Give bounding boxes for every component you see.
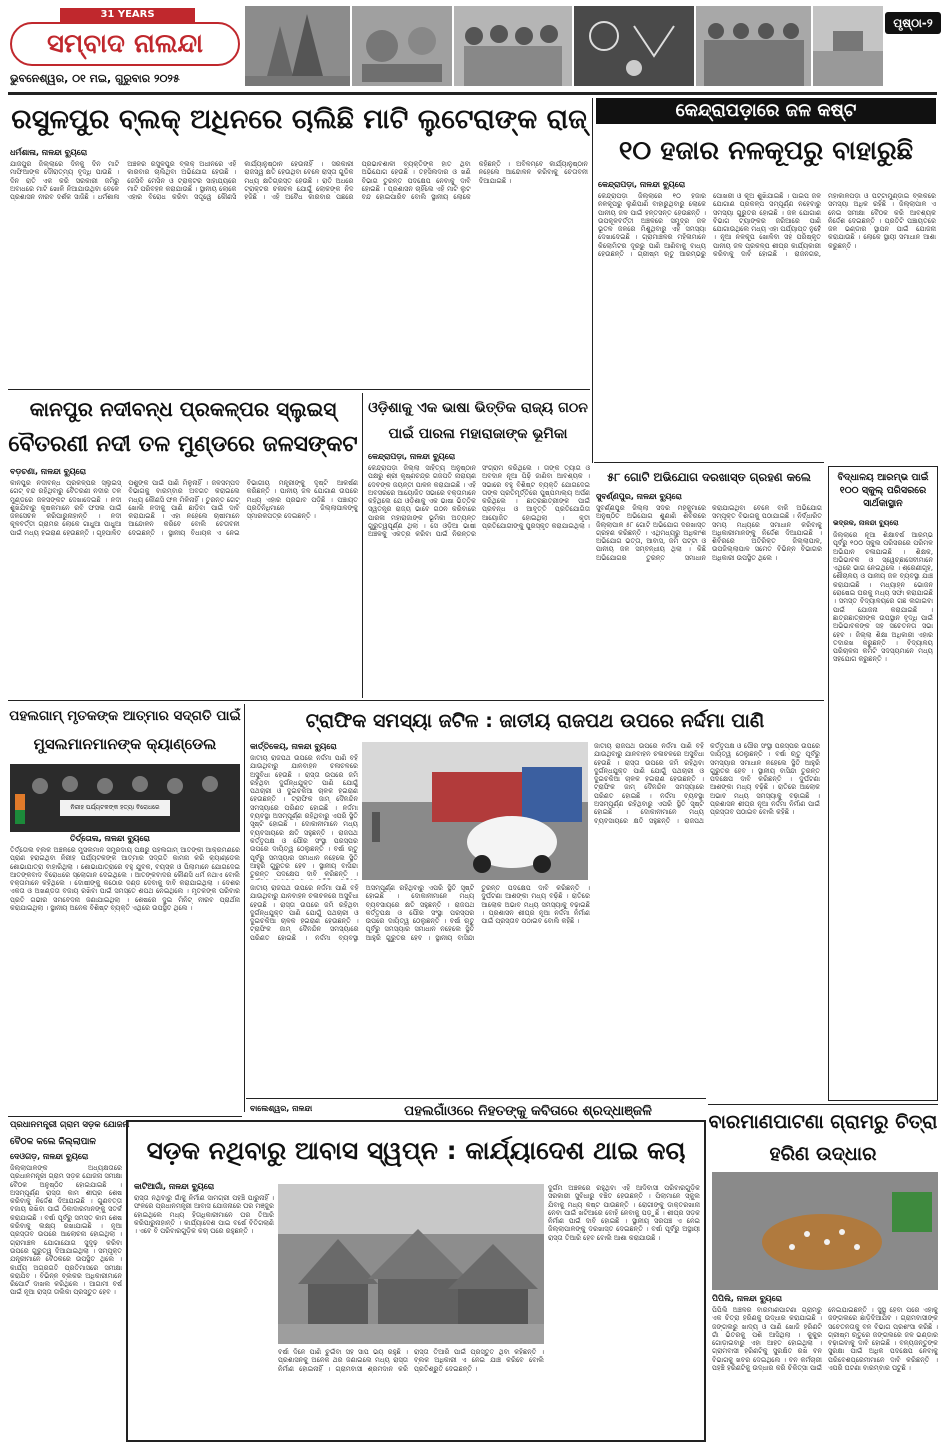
headline-kanpur-1: କାନପୁର ନଦୀବନ୍ଧ ପ୍ରକଳ୍ପର ସ୍ଲୁଇସ୍	[29, 397, 337, 421]
dateline-complaints: ସୁବର୍ଣ୍ଣପୁର, ନାଳନ୍ଦା ବ୍ୟୁରୋ	[596, 492, 682, 501]
kicker-kendrapada: କେନ୍ଦ୍ରାପଡ଼ାରେ ଜଳ କଷ୍ଟ	[596, 98, 936, 124]
headline-complaints: ୫୮ ଗୋଟି ଅଭିଯୋଗ ଦରଖାସ୍ତ ଗ୍ରହଣ କଲେ	[607, 470, 811, 484]
body-traffic-c: ଜାତୀୟ ରାଜପଥ ଉପରେ ନର୍ଦ୍ଦମା ପାଣି ବହି ଯାଉଥିବାରୁ ଯାନବାହନ ଚଳାଚଳରେ ଅସୁବିଧା ହେଉଛି । ରାସ୍ତା ଉପରେ ଜମି ରହିଥିବା ଦୁର୍ଗନ୍ଧଯୁକ୍ତ ପାଣି ଯୋଗୁଁ ପଥଚାରୀ ଓ ଦୁଇଚକିଆ ଚାଳକ ହଇରାଣ ହେଉଛନ୍ତି । ଟ୍ରାଫିକ ଜାମ୍ ଦୈନନ୍ଦିନ ସମସ୍ୟାରେ ପରିଣତ ହୋଇଛି । ନର୍ଦ୍ଦମା ବ୍ୟବସ୍ଥା ଅସମ୍ପୂର୍ଣ୍ଣ ରହିଥିବାରୁ ଏପରି ସ୍ଥିତି ସୃଷ୍ଟି ହୋଇଛି । ଦୋକାନୀମାନେ ମଧ୍ୟ ବ୍ୟବସାୟରେ କ୍ଷତି ସହୁଛନ୍ତି । ରାଜପଥ କର୍ତ୍ତୃପକ୍ଷ ଓ ପୌର ସଂସ୍ଥା ପରସ୍ପର ଉପରେ ଦାୟିତ୍ୱ ଠେଲୁଛନ୍ତି । ବର୍ଷା ଋତୁ ପୂର୍ବରୁ ସମସ୍ୟାର ସମାଧାନ ନହେଲେ ସ୍ଥିତି ଆହୁରି ଗୁରୁତର ହେବ । ସ୍ଥାନୀୟ ବାସିନ୍ଦା ତୁରନ୍ତ ପଦକ୍ଷେପ ଦାବି କରିଛନ୍ତି । ଦୁର୍ଘଟଣା ଆଶଙ୍କା ମଧ୍ୟ ବଢ଼ିଛି । ରାତିରେ ଆଲୋକ ଅଭାବ ମଧ୍ୟ ସମସ୍ୟାକୁ ବଢ଼ାଇଛି । ପ୍ରଶାସନ ଶୀଘ୍ର ନୂଆ ନର୍ଦ୍ଦମା ନିର୍ମାଣ ପାଇଁ ପ୍ରସ୍ତାବ ପଠାଇବ ବୋଲି କହିଛି ।	[250, 884, 590, 942]
masthead-photo-lake	[813, 6, 883, 86]
masthead-photo-temple	[245, 6, 350, 86]
body-side-box: ଜିଲ୍ଲାରେ ନୂଆ ଶିକ୍ଷାବର୍ଷ ଆରମ୍ଭ ପୂର୍ବରୁ ୧୦୦ ସ୍କୁଲ ପରିସରରେ ପରିମଳ ଅଭିଯାନ ଚଳାଯାଇଛି । ଶିକ୍ଷକ, ଅଭିଭାବକ ଓ ସ୍ୱେଚ୍ଛାସେବୀମାନେ ଏଥିରେ ଭାଗ ନେଇଥିଲେ । ଶ୍ରେଣୀଗୃହ, ଶୌଚାଳୟ ଓ ପାନୀୟ ଜଳ ବ୍ୟବସ୍ଥା ଯାଞ୍ଚ କରାଯାଇଛି । ମଧ୍ୟାହ୍ନ ଭୋଜନ ରୋଷେଇ ଘରକୁ ମଧ୍ୟ ସଫା କରାଯାଇଛି । ସମସ୍ତ ବିଦ୍ୟାଳୟରେ ଗଛ ଲଗାଇବା ପାଇଁ ଯୋଜନା କରାଯାଇଛି । ଛାତ୍ରଛାତ୍ରୀଙ୍କ ଉପସ୍ଥାନ ବୃଦ୍ଧି ପାଇଁ ଅଭିଭାବକଙ୍କ ସହ ସଚେତନତା ସଭା ହେବ । ଜିଲ୍ଲା ଶିକ୍ଷା ଅଧିକାରୀ ଏହାର ତଦାରଖ କରୁଛନ୍ତି । ବିଦ୍ୟାଳୟ ପରିଚାଳନା କମିଟି ସଦସ୍ୟମାନେ ମଧ୍ୟ ସହଯୋଗ କରୁଛନ୍ତି ।	[833, 531, 933, 664]
dateline-odisha: କେନ୍ଦ୍ରାପଡ଼ା, ନାଳନ୍ଦା ବ୍ୟୁରୋ	[368, 452, 456, 461]
highway-traffic-image	[362, 742, 588, 880]
masthead-photo-women	[696, 6, 811, 86]
dateline-traffic: କାର୍ତ୍ତିକେୟ, ନାଳନ୍ଦା ବ୍ୟୁରୋ	[250, 742, 337, 751]
tag-pmgsy: ପ୍ରଧାନମନ୍ତ୍ରୀ ଗ୍ରାମ ସଡ଼କ ଯୋଜନା	[10, 1120, 130, 1130]
headline-rasulpur: ରସୁଳପୁର ବ୍ଲକ୍ ଅଧିନରେ ଚାଲିଛି ମାଟି ଲୁଟେରାଙ୍କ ରାଜ୍	[11, 104, 587, 135]
headline-traffic: ଟ୍ରାଫିକ ସମସ୍ୟା ଜଟିଳ : ଜାତୀୟ ରାଜପଥ ଉପରେ ନର୍ଦ୍ଦମା ପାଣି	[305, 710, 765, 732]
body-kanpur: କାନପୁର ନଦୀବନ୍ଧ ପ୍ରକଳ୍ପର ସ୍ଲୁଇସ୍ ଗେଟ୍ ବନ୍ଦ ରହିଥିବାରୁ ବୈତରଣୀ ନଦୀର ତଳ ମୁଣ୍ଡରେ ଜଳସଙ୍କଟ ଦେଖାଦେଇଛି । ନଦୀ ଶୁଖିଯିବାରୁ କୃଷକମାନେ ରବି ଫସଲ ପାଇଁ ଜଳସେଚନ କରିପାରୁନାହାନ୍ତି । ନଦୀ କୂଳବର୍ତ୍ତୀ ଗ୍ରାମର ଲୋକେ ଗାଧୁଆ ପାଧୁଆ ପାଇଁ ମଧ୍ୟ ହଇରାଣ ହେଉଛନ୍ତି । ଗୃହପାଳିତ ପଶୁଙ୍କ ପାଇଁ ପାଣି ମିଳୁନାହିଁ । ଜଳସମ୍ପଦ ବିଭାଗକୁ ବାରମ୍ବାର ଅବଗତ କରାଇଲେ ମଧ୍ୟ କୌଣସି ଫଳ ମିଳିନାହିଁ । ତୁରନ୍ତ ଗେଟ୍ ଖୋଲି ନଦୀକୁ ପାଣି ଛାଡ଼ିବା ପାଇଁ ଦାବି କରାଯାଇଛି । ଏହା ନହେଲେ ଚାଷୀମାନେ ଆନ୍ଦୋଳନ କରିବେ ବୋଲି ଚେତାବନୀ ଦେଇଛନ୍ତି । ସ୍ଥାନୀୟ ବିଧାୟକ ଏ ନେଇ ବିଭାଗୀୟ ମନ୍ତ୍ରୀଙ୍କୁ ଦୃଷ୍ଟି ଆକର୍ଷଣ କରିଛନ୍ତି । ପାନୀୟ ଜଳ ଯୋଗାଣ ଉପରେ ମଧ୍ୟ ଏହାର ପ୍ରଭାବ ପଡ଼ିଛି । ପଞ୍ଚାୟତ ପ୍ରତିନିଧିମାନେ ଜିଲ୍ଲାପାଳଙ୍କୁ ସ୍ମାରକପତ୍ର ଦେଇଛନ୍ତି ।	[10, 479, 358, 537]
thatched-huts-image	[278, 1184, 544, 1344]
photo-highway	[362, 742, 588, 880]
headline-kendrapada: ୧୦ ହଜାର ନଳକୂପରୁ ବାହାରୁଛି	[618, 136, 914, 166]
newspaper-logo: ସମ୍ବାଦ ନାଲନ୍ଦା	[10, 22, 240, 66]
headline-odisha-2: ପାଇଁ ପାରଳା ମହାରାଜାଙ୍କ ଭୂମିକା	[388, 426, 568, 442]
body-awas-left: ରାସ୍ତା ନଥିବାରୁ ଗାଁକୁ ନିର୍ମାଣ ସାମଗ୍ରୀ ପହଞ୍ଚି ପାରୁନାହିଁ । ଫଳରେ ପ୍ରଧାନମନ୍ତ୍ରୀ ଆବାସ ଯୋଜନାରେ ଘର ମଞ୍ଜୁର ହୋଇଥିଲେ ମଧ୍ୟ ହିତାଧିକାରୀମାନେ ଘର ତିଆରି କରିପାରୁନାହାନ୍ତି । କାର୍ଯ୍ୟାଦେଶ ପାଇ ବର୍ଷେ ବିତିଗଲାଣି । ଏବେ ବି ପରିବାରଗୁଡ଼ିକ କଚା ଘରେ ରହୁଛନ୍ତି ।	[134, 1194, 274, 1236]
dateline-poem: ବାଲେଶ୍ୱର, ନାଳନ୍ଦା	[250, 1104, 313, 1113]
dateline-rasulpur: ଧର୍ମଶାଳା, ନାଳନ୍ଦା ବ୍ୟୁରୋ	[10, 148, 88, 157]
page-number: ପୃଷ୍ଠା-୨	[885, 12, 941, 34]
headline-pahalgam-2: ମୁସଲମାନମାନଙ୍କ କ୍ୟାଣ୍ଡେଲ	[33, 735, 217, 753]
dateline-kendrapada: କେନ୍ଦ୍ରାପଡ଼ା, ନାଳନ୍ଦା ବ୍ୟୁରୋ	[598, 180, 686, 189]
masthead-rule	[8, 92, 937, 95]
masthead-photo-children	[454, 6, 572, 86]
body-awas-mid: ବର୍ଷା ଦିନେ ପାଣି ଚୁଇଁବା ସହ ସାପ ଭୟ ରହୁଛି । ପ୍ରଶାସନକୁ ଅନେକ ଥର ଜଣାଇଲେ ମଧ୍ୟ ରାସ୍ତା ନିର୍ମାଣ ହୋଇନାହିଁ । ଗ୍ରାମବାସୀ ଶ୍ରମଦାନ କରି ରାସ୍ତା ତିଆରି ପାଇଁ ପ୍ରସ୍ତୁତ ଥିବା କହିଛନ୍ତି । ବ୍ଲକ ଅଧିକାରୀ ଏ ନେଇ ଯାଞ୍ଚ କରିବେ ବୋଲି ପ୍ରତିଶ୍ରୁତି ଦେଇଛନ୍ତି ।	[278, 1348, 544, 1373]
masthead-photo-art	[574, 6, 694, 86]
body-rasulpur: ଯାଜପୁର ଜିଲ୍ଲାରେ ଦିନକୁ ଦିନ ମାଟି ମାଫିଆଙ୍କ ଦୌରାତ୍ମ୍ୟ ବୃଦ୍ଧି ପାଉଛି । ଦିନ ରାତି ଏକ କରି ସରକାରୀ ଜମିରୁ ଅବାଧରେ ମାଟି ଖୋଳି ନିଆଯାଉଥିବା ବେଳେ ପ୍ରଶାସନ ନୀରବ ଦର୍ଶକ ସାଜିଛି । ଧର୍ମଶାଳା ଅଞ୍ଚଳର ରସୁଳପୁର ବ୍ଲକ୍ ଅଧୀନରେ ଏହି କାରବାର ଚାଲିଥିବା ଅଭିଯୋଗ ହେଉଛି । ଜେସିବି ମେସିନ ଓ ଟ୍ରାକ୍ଟର ସାହାଯ୍ୟରେ ମାଟି ପରିବହନ କରାଯାଉଛି । ସ୍ଥାନୀୟ ଲୋକେ ଏହାର ବିରୋଧ କରିବା ସତ୍ତ୍ୱେ କୌଣସି କାର୍ଯ୍ୟାନୁଷ୍ଠାନ ହେଉନାହିଁ । ସରକାରୀ ରାଜସ୍ୱ କ୍ଷତି ହେଉଥିବା ବେଳେ ରାସ୍ତା ଗୁଡିକ ମଧ୍ୟ କ୍ଷତିଗ୍ରସ୍ତ ହେଉଛି । ରାତି ଅଧରେ ଟ୍ରାକ୍ଟର ଚଳାଚଳ ଯୋଗୁଁ ଲୋକଙ୍କ ନିଦ ହଜିଛି । ଏହି ଅବୈଧ କାରବାର ପଛରେ ପ୍ରଭାବଶାଳୀ ବ୍ୟକ୍ତିଙ୍କ ହାତ ଥିବା ଅଭିଯୋଗ ହେଉଛି । ତହସିଲଦାର ଓ ଖଣି ବିଭାଗ ତୁରନ୍ତ ପଦକ୍ଷେପ ନେବାକୁ ଦାବି ହୋଇଛି । ପ୍ରଶାସନ ଚାହିଁଲେ ଏହି ମାଟି ଲୁଟ ବନ୍ଦ ହୋଇପାରିବ ବୋଲି ସ୍ଥାନୀୟ ଲୋକେ କହିଛନ୍ତି । ଅବିଳମ୍ବେ କାର୍ଯ୍ୟାନୁଷ୍ଠାନ ନହେଲେ ଆନ୍ଦୋଳନ କରିବାକୁ ଚେତାବନୀ ଦିଆଯାଇଛି ।	[10, 160, 588, 202]
body-odisha: କେନ୍ଦ୍ରାପଡ଼ା ଜିଲ୍ଲା ସାହିତ୍ୟ ଅନୁଷ୍ଠାନ ପକ୍ଷରୁ ଶ୍ରୀ କୃଷ୍ଣଚନ୍ଦ୍ର ଗଜପତି ନାରାୟଣ ଦେବଙ୍କ ଜୟନ୍ତୀ ପାଳନ କରାଯାଇଛି । ଏହି ଅବସରରେ ଆୟୋଜିତ ସଭାରେ ବକ୍ତାମାନେ କହିଥିଲେ ଯେ ଓଡ଼ିଶାକୁ ଏକ ଭାଷା ଭିତ୍ତିକ ସ୍ୱତନ୍ତ୍ର ରାଜ୍ୟ ଭାବେ ଗଠନ କରିବାରେ ପାରଳା ମହାରାଜାଙ୍କ ଭୂମିକା ଅତ୍ୟନ୍ତ ଗୁରୁତ୍ୱପୂର୍ଣ୍ଣ ଥିଲା । ସେ ଓଡ଼ିଆ ଭାଷୀ ଅଞ୍ଚଳକୁ ଏକତ୍ର କରିବା ପାଇଁ ନିରନ୍ତର ସଂଗ୍ରାମ କରିଥିଲେ । ତାଙ୍କ ତ୍ୟାଗ ଓ ଅବଦାନ ନୂଆ ପିଢ଼ି ଜାଣିବା ଆବଶ୍ୟକ । ସଭାରେ ବହୁ ବିଶିଷ୍ଟ ବ୍ୟକ୍ତି ଯୋଗଦେଇ ତାଙ୍କ ପ୍ରତିମୂର୍ତ୍ତିରେ ପୁଷ୍ପମାଲ୍ୟ ଅର୍ପଣ କରିଥିଲେ । ଛାତ୍ରଛାତ୍ରୀଙ୍କ ପାଇଁ ପ୍ରବନ୍ଧ ଓ ଆବୃତ୍ତି ପ୍ରତିଯୋଗିତା ଆୟୋଜିତ ହୋଇଥିଲା । କୃତୀ ପ୍ରତିଯୋଗୀଙ୍କୁ ପୁରସ୍କୃତ କରାଯାଇଥିଲା ।	[368, 464, 590, 539]
headline-pmgsy: ବୈଠକ କଲେ ଜିଲ୍ଲାପାଳ	[10, 1137, 96, 1147]
box-awas	[126, 1120, 706, 1442]
photo-candle-march	[10, 764, 240, 832]
dateline-kanpur: ବଡ଼ଚଣା, ନାଳନ୍ଦା ବ୍ୟୁରୋ	[10, 467, 87, 476]
headline-odisha-1: ଓଡ଼ିଶାକୁ ଏକ ଭାଷା ଭିତ୍ତିକ ରାଜ୍ୟ ଗଠନ	[368, 400, 588, 416]
masthead-dateline: ଭୁବନେଶ୍ୱର, ୦୧ ମଇ, ଗୁରୁବାର ୨୦୨୫	[10, 72, 180, 85]
headline-poem: ପହଲଗାଁଓରେ ନିହତଙ୍କୁ କବିତାରେ ଶ୍ରଦ୍ଧାଞ୍ଜଳି	[404, 1103, 652, 1119]
headline-kanpur-2: ବୈତରଣୀ ନଦୀ ତଳ ମୁଣ୍ଡରେ ଜଳସଙ୍କଟ	[8, 432, 358, 457]
body-awas-right: ଦୁର୍ଗମ ଅଞ୍ଚଳରେ ରହୁଥିବା ଏହି ଆଦିବାସୀ ପରିବାରଗୁଡ଼ିକ ସରକାରୀ ସୁବିଧାରୁ ବଞ୍ଚିତ ହେଉଛନ୍ତି । ପିଲାମାନେ ସ୍କୁଲ ଯିବାକୁ ମଧ୍ୟ କଷ୍ଟ ପାଉଛନ୍ତି । ରୋଗୀଙ୍କୁ ଡାକ୍ତରଖାନା ନେବା ପାଇଁ ଖଟିଆରେ ବୋହି ନେବାକୁ ପଡ଼ୁଛି । ଶୀଘ୍ର ସଡ଼କ ନିର୍ମାଣ ପାଇଁ ଦାବି ହୋଇଛି । ସ୍ଥାନୀୟ ସରପଞ୍ଚ ଏ ନେଇ ଜିଲ୍ଲାପାଳଙ୍କୁ ଦରଖାସ୍ତ ଦେଇଛନ୍ତି । ବର୍ଷା ପୂର୍ବରୁ ଅସ୍ଥାୟୀ ରାସ୍ତା ତିଆରି ହେବ ବୋଲି ଆଶା କରାଯାଉଛି ।	[548, 1184, 700, 1242]
body-kendrapada: କେନ୍ଦ୍ରାପଡ଼ା ଜିଲ୍ଲାରେ ୧୦ ହଜାର ନଳକୂପରୁ ଲୁଣିପାଣି ବାହାରୁଥିବାରୁ ଲୋକେ ପାନୀୟ ଜଳ ପାଇଁ ହନ୍ତସନ୍ତ ହେଉଛନ୍ତି । ଉପକୂଳବର୍ତ୍ତୀ ଅଞ୍ଚଳରେ ସମୁଦ୍ର ଜଳ ଭୂତଳ ଜଳରେ ମିଶୁଥିବାରୁ ଏହି ସମସ୍ୟା ଦେଖାଦେଇଛି । ଗ୍ରାମାଞ୍ଚଳର ମହିଳାମାନେ କିଲୋମିଟର ଦୂରରୁ ପାଣି ଆଣିବାକୁ ବାଧ୍ୟ ହେଉଛନ୍ତି । ଗ୍ରୀଷ୍ମ ଋତୁ ଆରମ୍ଭରୁ ପୋଖରୀ ଓ କୂଅ ଶୁଖିଯାଇଛି । ପାଇପ ଜଳ ଯୋଗାଣ ପ୍ରକଳ୍ପ ସମ୍ପୂର୍ଣ୍ଣ ନହେବାରୁ ସମସ୍ୟା ଗୁରୁତର ହୋଇଛି । ଜଳ ଯୋଗାଣ ବିଭାଗ ଟ୍ୟାଙ୍କର ଜରିଆରେ ପାଣି ଯୋଗାଉଥିଲେ ମଧ୍ୟ ଏହା ପର୍ଯ୍ୟାପ୍ତ ନୁହେଁ । ନୂଆ ନଳକୂପ ଖୋଳିବା ସହ ପରିଷ୍କୃତ ପାନୀୟ ଜଳ ପ୍ରକଳ୍ପ ଶୀଘ୍ର କାର୍ଯ୍ୟକାରୀ କରିବାକୁ ଦାବି ହୋଇଛି । ରାଜନଗର, ମହାକାଳପଡ଼ା ଓ ପଟ୍ଟାମୁଣ୍ଡାଇ ବ୍ଲକରେ ସମସ୍ୟା ଅଧିକ ରହିଛି । ଜିଲ୍ଲାପାଳ ଏ ନେଇ ସମୀକ୍ଷା ବୈଠକ କରି ଆବଶ୍ୟକ ନିର୍ଦ୍ଦେଶ ଦେଇଛନ୍ତି । ପ୍ରତିଟି ପଞ୍ଚାୟତରେ ଜଳ ଭଣ୍ଡାର ସ୍ଥାପନ ପାଇଁ ଯୋଜନା କରାଯାଉଛି । ଲୋକେ ସ୍ଥାୟୀ ସମାଧାନ ଆଶା କରୁଛନ୍ତି ।	[598, 192, 936, 259]
banner-text: ନିରୀହ ପର୍ଯ୍ୟଟକଙ୍କ ହତ୍ୟା ବିରୋଧରେ	[70, 804, 160, 811]
photo-huts	[278, 1184, 544, 1344]
dateline-pmgsy: ଦେଓଗଡ଼, ନାଳନ୍ଦା ବ୍ୟୁରୋ	[10, 1152, 89, 1161]
temple-icon	[245, 6, 350, 86]
dateline-deer: ପିପିଲି, ନାଳନ୍ଦା ବ୍ୟୁରୋ	[712, 1294, 783, 1303]
body-deer: ପିପିଲି ଅଞ୍ଚଳର ବାରମାଣପାଟଣା ଗ୍ରାମରୁ ଏକ ଚିତ୍ରା ହରିଣକୁ ଉଦ୍ଧାର କରାଯାଇଛି । ଜଙ୍ଗଲରୁ ଖାଦ୍ୟ ଓ ପାଣି ଖୋଜି ହରିଣଟି ଗାଁ ଭିତରକୁ ପଶି ଆସିଥିଲା । କୁକୁର ଗୋଡ଼ାଇବାରୁ ଏହା ଆହତ ହୋଇଥିଲା । ଗ୍ରାମବାସୀ ହରିଣଟିକୁ ସୁରକ୍ଷିତ ରଖି ବନ ବିଭାଗକୁ ଖବର ଦେଇଥିଲେ । ବନ କର୍ମଚାରୀ ପହଞ୍ଚି ହରିଣଟିକୁ ଉଦ୍ଧାର କରି ଚିକିତ୍ସା ପାଇଁ ନେଇଯାଇଛନ୍ତି । ସୁସ୍ଥ ହେବା ପରେ ଏହାକୁ ଜଙ୍ଗଲରେ ଛାଡ଼ିଦିଆଯିବ । ଗ୍ରାମବାସୀଙ୍କ ସଚେତନତାକୁ ବନ ବିଭାଗ ପ୍ରଶଂସା କରିଛି । ଗ୍ରୀଷ୍ମ ଋତୁରେ ଜଙ୍ଗଲରେ ଜଳ ଭଣ୍ଡାର ବଢ଼ାଇବାକୁ ଦାବି ହୋଇଛି । ବନ୍ୟଜନ୍ତୁଙ୍କ ସୁରକ୍ଷା ପାଇଁ ଅଧିକ ପଦକ୍ଷେପ ନେବାକୁ ପରିବେଶପ୍ରେମୀମାନେ ଦାବି କରିଛନ୍ତି । ଏପରି ଘଟଣା ବାରମ୍ବାର ଘଟୁଛି ।	[712, 1306, 938, 1373]
headline-awas: ସଡ଼କ ନଥିବାରୁ ଆବାସ ସ୍ୱପ୍ନ : କାର୍ଯ୍ୟାଦେଶ ଥାଇ କଚା	[146, 1136, 686, 1165]
headline-deer: ବାରମାଣପାଟଣା ଗ୍ରାମରୁ ଚିତ୍ରା ହରିଣ ଉଦ୍ଧାର	[708, 1111, 938, 1165]
column-rule-right	[592, 98, 593, 463]
spotted-deer-image	[712, 1172, 938, 1290]
dateline-side-box: ଭଦ୍ରକ, ନାଳନ୍ଦା ବ୍ୟୁରୋ	[833, 519, 899, 527]
side-box-school	[828, 466, 938, 1101]
body-traffic-b: ଜାତୀୟ ରାଜପଥ ଉପରେ ନର୍ଦ୍ଦମା ପାଣି ବହି ଯାଉଥିବାରୁ ଯାନବାହନ ଚଳାଚଳରେ ଅସୁବିଧା ହେଉଛି । ରାସ୍ତା ଉପରେ ଜମି ରହିଥିବା ଦୁର୍ଗନ୍ଧଯୁକ୍ତ ପାଣି ଯୋଗୁଁ ପଥଚାରୀ ଓ ଦୁଇଚକିଆ ଚାଳକ ହଇରାଣ ହେଉଛନ୍ତି । ଟ୍ରାଫିକ ଜାମ୍ ଦୈନନ୍ଦିନ ସମସ୍ୟାରେ ପରିଣତ ହୋଇଛି । ନର୍ଦ୍ଦମା ବ୍ୟବସ୍ଥା ଅସମ୍ପୂର୍ଣ୍ଣ ରହିଥିବାରୁ ଏପରି ସ୍ଥିତି ସୃଷ୍ଟି ହୋଇଛି । ଦୋକାନୀମାନେ ମଧ୍ୟ ବ୍ୟବସାୟରେ କ୍ଷତି ସହୁଛନ୍ତି । ରାଜପଥ କର୍ତ୍ତୃପକ୍ଷ ଓ ପୌର ସଂସ୍ଥା ପରସ୍ପର ଉପରେ ଦାୟିତ୍ୱ ଠେଲୁଛନ୍ତି । ବର୍ଷା ଋତୁ ପୂର୍ବରୁ ସମସ୍ୟାର ସମାଧାନ ନହେଲେ ସ୍ଥିତି ଆହୁରି ଗୁରୁତର ହେବ । ସ୍ଥାନୀୟ ବାସିନ୍ଦା ତୁରନ୍ତ ପଦକ୍ଷେପ ଦାବି କରିଛନ୍ତି । ଦୁର୍ଘଟଣା ଆଶଙ୍କା ମଧ୍ୟ ବଢ଼ିଛି । ରାତିରେ ଆଲୋକ ଅଭାବ ମଧ୍ୟ ସମସ୍ୟାକୁ ବଢ଼ାଇଛି । ପ୍ରଶାସନ ଶୀଘ୍ର ନୂଆ ନର୍ଦ୍ଦମା ନିର୍ମାଣ ପାଇଁ ପ୍ରସ୍ତାବ ପଠାଇବ ବୋଲି କହିଛି ।	[594, 742, 820, 825]
candle-march-image	[10, 764, 240, 832]
dateline-awas: କାଟିଆଗାଁ, ନାଳନ୍ଦା ବ୍ୟୁରୋ	[134, 1182, 215, 1191]
body-pmgsy: ଜିଲ୍ଲାପାଳଙ୍କ ଅଧ୍ୟକ୍ଷତାରେ ପ୍ରଧାନମନ୍ତ୍ରୀ ଗ୍ରାମ ସଡ଼କ ଯୋଜନା ସମୀକ୍ଷା ବୈଠକ ଅନୁଷ୍ଠିତ ହୋଇଯାଇଛି । ଅସମ୍ପୂର୍ଣ୍ଣ ରାସ୍ତା କାମ ଶୀଘ୍ର ଶେଷ କରିବାକୁ ନିର୍ଦ୍ଦେଶ ଦିଆଯାଇଛି । ଗୁଣବତ୍ତା ବଜାୟ ରଖିବା ପାଇଁ ଠିକାଦାରମାନଙ୍କୁ ସତର୍କ କରାଯାଇଛି । ବର୍ଷା ପୂର୍ବରୁ ସମସ୍ତ କାମ ଶେଷ କରିବାକୁ ଲକ୍ଷ୍ୟ ରଖାଯାଇଛି । ନୂଆ ପ୍ରସ୍ତାବ ଉପରେ ଆଲୋଚନା ହୋଇଥିଲା । ଗ୍ରାମାଞ୍ଚଳ ଯୋଗାଯୋଗ ସୁଦୃଢ଼ କରିବା ଉପରେ ଗୁରୁତ୍ୱ ଦିଆଯାଇଥିଲା । ସମ୍ପୃକ୍ତ ଯନ୍ତ୍ରୀମାନେ ବୈଠକରେ ଉପସ୍ଥିତ ଥିଲେ । କାର୍ଯ୍ୟ ଅଗ୍ରଗତି ପ୍ରତିମାସରେ ସମୀକ୍ଷା କରାଯିବ । ବିଭିନ୍ନ ବ୍ଲକର ଅଧିକାରୀମାନେ ରିପୋର୍ଟ ଦାଖଲ କରିଥିଲେ । ଆଗାମୀ ବର୍ଷ ପାଇଁ ନୂଆ ରାସ୍ତା ତାଲିକା ପ୍ରସ୍ତୁତ ହେବ ।	[10, 1164, 122, 1297]
headline-pahalgam-1: ପହଲଗାମ୍ ମୃତକଙ୍କ ଆତ୍ମାର ସଦ୍‌ଗତି ପାଇଁ	[9, 708, 241, 724]
masthead-photo-craft	[352, 6, 452, 86]
years-ribbon: 31 YEARS	[60, 8, 195, 22]
masthead	[0, 0, 945, 95]
body-complaints: ସୁବର୍ଣ୍ଣପୁର ଜିଲ୍ଲା ସଦର ମହକୁମାରେ ଅନୁଷ୍ଠିତ ଅଭିଯୋଗ ଶୁଣାଣି ଶିବିରରେ ଜିଲ୍ଲାପାଳ ୫୮ ଗୋଟି ଅଭିଯୋଗ ଦରଖାସ୍ତ ଗ୍ରହଣ କରିଛନ୍ତି । ଏଥିମଧ୍ୟରୁ ଅଧିକାଂଶ ଅଭିଯୋଗ ଭତ୍ତା, ଆବାସ, ଜମି ପଟ୍ଟା ଓ ପାନୀୟ ଜଳ ସମ୍ବନ୍ଧୀୟ ଥିଲା । କିଛି ଅଭିଯୋଗର ତୁରନ୍ତ ସମାଧାନ କରାଯାଇଥିବା ବେଳେ ବାକି ଅଭିଯୋଗ ସମ୍ପୃକ୍ତ ବିଭାଗକୁ ପଠାଯାଇଛି । ନିର୍ଦ୍ଧାରିତ ସମୟ ମଧ୍ୟରେ ସମାଧାନ କରିବାକୁ ଅଧିକାରୀମାନଙ୍କୁ ନିର୍ଦ୍ଦେଶ ଦିଆଯାଇଛି । ଶିବିରରେ ଅତିରିକ୍ତ ଜିଲ୍ଲାପାଳ, ଉପଜିଲ୍ଲାପାଳ ସମେତ ବିଭିନ୍ନ ବିଭାଗର ଅଧିକାରୀ ଉପସ୍ଥିତ ଥିଲେ ।	[596, 504, 822, 562]
body-traffic-a: ଜାତୀୟ ରାଜପଥ ଉପରେ ନର୍ଦ୍ଦମା ପାଣି ବହି ଯାଉଥିବାରୁ ଯାନବାହନ ଚଳାଚଳରେ ଅସୁବିଧା ହେଉଛି । ରାସ୍ତା ଉପରେ ଜମି ରହିଥିବା ଦୁର୍ଗନ୍ଧଯୁକ୍ତ ପାଣି ଯୋଗୁଁ ପଥଚାରୀ ଓ ଦୁଇଚକିଆ ଚାଳକ ହଇରାଣ ହେଉଛନ୍ତି । ଟ୍ରାଫିକ ଜାମ୍ ଦୈନନ୍ଦିନ ସମସ୍ୟାରେ ପରିଣତ ହୋଇଛି । ନର୍ଦ୍ଦମା ବ୍ୟବସ୍ଥା ଅସମ୍ପୂର୍ଣ୍ଣ ରହିଥିବାରୁ ଏପରି ସ୍ଥିତି ସୃଷ୍ଟି ହୋଇଛି । ଦୋକାନୀମାନେ ମଧ୍ୟ ବ୍ୟବସାୟରେ କ୍ଷତି ସହୁଛନ୍ତି । ରାଜପଥ କର୍ତ୍ତୃପକ୍ଷ ଓ ପୌର ସଂସ୍ଥା ପରସ୍ପର ଉପରେ ଦାୟିତ୍ୱ ଠେଲୁଛନ୍ତି । ବର୍ଷା ଋତୁ ପୂର୍ବରୁ ସମସ୍ୟାର ସମାଧାନ ନହେଲେ ସ୍ଥିତି ଆହୁରି ଗୁରୁତର ହେବ । ସ୍ଥାନୀୟ ବାସିନ୍ଦା ତୁରନ୍ତ ପଦକ୍ଷେପ ଦାବି କରିଛନ୍ତି ।	[250, 754, 358, 879]
body-pahalgam: ତିର୍ତ୍ତୋଲ ବ୍ଲକ ଅଞ୍ଚଳରେ ମୁସଲମାନ ସମ୍ପ୍ରଦାୟ ପକ୍ଷରୁ ପହଲଗାମ୍ ଆତଙ୍କୀ ଆକ୍ରମଣରେ ପ୍ରାଣ ହରାଇଥିବା ନିରୀହ ପର୍ଯ୍ୟଟକଙ୍କ ଆତ୍ମାର ସଦ୍‌ଗତି କାମନା କରି କ୍ୟାଣ୍ଡେଲ ଶୋଭାଯାତ୍ରା ବାହାରିଥିଲା । ଶୋଭାଯାତ୍ରାରେ ବହୁ ଯୁବକ, ବୟସ୍କ ଓ ପିଲାମାନେ ଯୋଗଦେଇ ଆତଙ୍କବାଦ ବିରୋଧରେ ସ୍ଲୋଗାନ ଦେଇଥିଲେ । ଆତଙ୍କବାଦର କୌଣସି ଧର୍ମ ନଥାଏ ବୋଲି ବକ୍ତାମାନେ କହିଥିଲେ । ଦୋଷୀଙ୍କୁ କଠୋର ଦଣ୍ଡ ଦେବାକୁ ଦାବି କରାଯାଇଥିଲା । ଦେଶର ଏକତା ଓ ଅଖଣ୍ଡତା ବଜାୟ ରଖିବା ପାଇଁ ସମସ୍ତେ ଶପଥ ନେଇଥିଲେ । ମୃତକଙ୍କ ପରିବାର ପ୍ରତି ଗଭୀର ସମବେଦନା ଜଣାଯାଇଥିଲା । ଶେଷରେ ଦୁଇ ମିନିଟ୍ ନୀରବ ପ୍ରାର୍ଥନା କରାଯାଇଥିଲା । ସ୍ଥାନୀୟ ଅନେକ ବିଶିଷ୍ଟ ବ୍ୟକ୍ତି ଏଥିରେ ଉପସ୍ଥିତ ଥିଲେ ।	[10, 846, 240, 913]
dateline-pahalgam: ତିର୍ତ୍ତୋଲ, ନାଳନ୍ଦା ବ୍ୟୁରୋ	[70, 834, 150, 843]
headline-side-box: ବିଦ୍ଧାଳୟ ଆରମ୍ଭ ପାଇଁ ୧୦୦ ସ୍କୁଲ୍ ପରିସରରେ ସାର୍ଥକାସ୍ଥାନ	[837, 472, 929, 509]
photo-deer	[712, 1172, 938, 1290]
